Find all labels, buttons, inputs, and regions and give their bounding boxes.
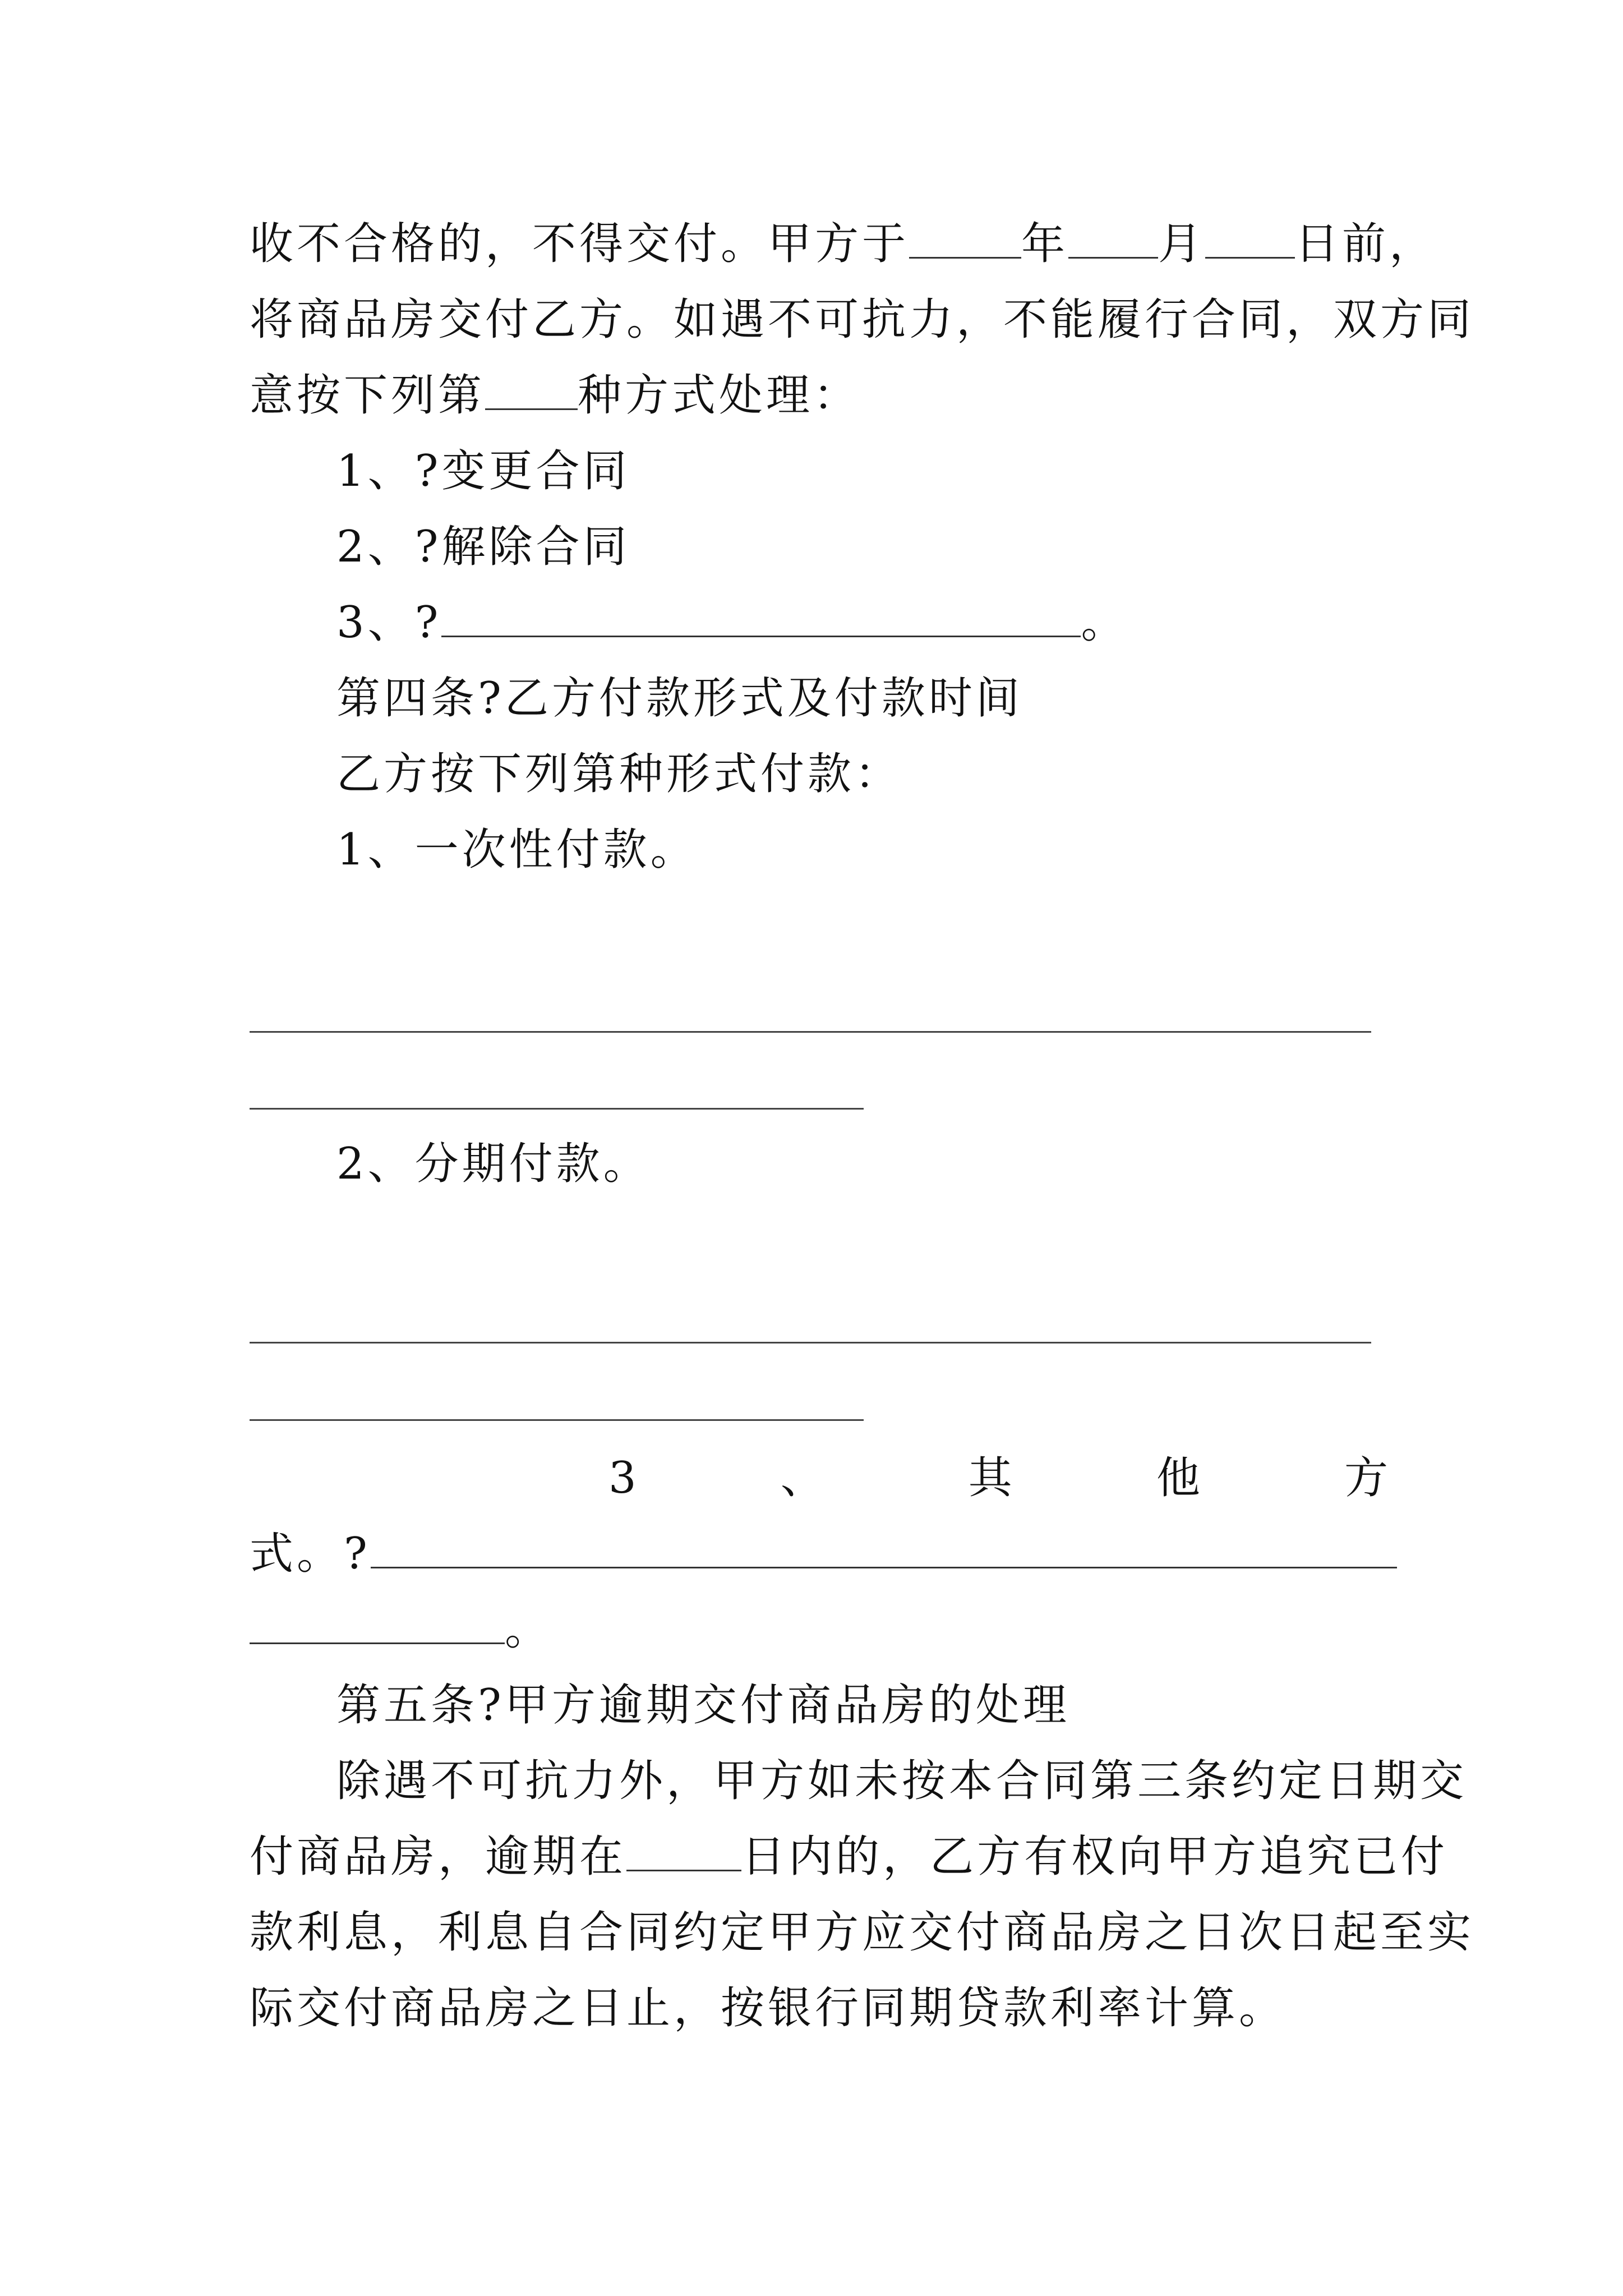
other-method-blank bbox=[371, 1526, 1397, 1568]
option-text: 3、? bbox=[336, 597, 442, 648]
text-segment: 月 bbox=[1158, 219, 1206, 269]
paragraph-line bbox=[250, 1602, 1388, 1658]
option-text: 1、?变更合同 bbox=[336, 446, 630, 496]
section-heading bbox=[336, 1677, 1475, 1733]
paragraph-line bbox=[250, 292, 1475, 348]
text-segment: 年 bbox=[1021, 219, 1069, 269]
list-item bbox=[336, 519, 1475, 575]
list-item bbox=[336, 822, 1475, 878]
heading-text: 第五条?甲方逾期交付商品房的处理 bbox=[336, 1680, 1070, 1731]
other-option-blank bbox=[441, 595, 1081, 637]
text-segment: 他 bbox=[1156, 1453, 1200, 1503]
text-segment: 其 bbox=[968, 1453, 1012, 1503]
text-segment: 种方式处理： bbox=[578, 370, 861, 421]
option-number-blank bbox=[485, 368, 578, 410]
fill-in-line bbox=[250, 1031, 1371, 1033]
paragraph-line bbox=[336, 1753, 1475, 1809]
justified-line bbox=[608, 1450, 1388, 1506]
text-segment: 款利息，利息自合同约定甲方应交付商品房之日次日起至实 bbox=[250, 1907, 1475, 1958]
fill-in-line bbox=[250, 1419, 864, 1421]
text-segment: 式。? bbox=[250, 1529, 371, 1579]
text-segment: 日内的，乙方有权向甲方追究已付 bbox=[741, 1832, 1449, 1882]
text-segment: 际交付商品房之日止，按银行同期贷款利率计算。 bbox=[250, 1983, 1287, 2033]
paragraph-line bbox=[250, 367, 1388, 424]
option-text: 1、一次性付款。 bbox=[336, 825, 698, 875]
text-segment: 乙方按下列第种形式付款： bbox=[336, 749, 902, 799]
paragraph-line bbox=[250, 1980, 1388, 2036]
paragraph-line bbox=[250, 216, 1437, 272]
text-segment: 付商品房，逾期在 bbox=[250, 1832, 627, 1882]
text-segment: 除遇不可抗力外，甲方如未按本合同第三条约定日期交 bbox=[336, 1756, 1468, 1806]
option-text: 2、分期付款。 bbox=[336, 1139, 651, 1189]
text-segment: 。 bbox=[505, 1604, 552, 1655]
text-segment: 3 bbox=[608, 1453, 637, 1503]
other-method-blank bbox=[250, 1602, 505, 1644]
paragraph-line bbox=[250, 1904, 1475, 1961]
list-item bbox=[336, 443, 1475, 499]
option-text: 2、?解除合同 bbox=[336, 522, 630, 572]
heading-text: 第四条?乙方付款形式及付款时间 bbox=[336, 673, 1023, 724]
paragraph-line bbox=[336, 746, 1475, 802]
list-item bbox=[336, 595, 1475, 651]
text-segment: 将商品房交付乙方。如遇不可抗力，不能履行合同，双方同 bbox=[250, 295, 1475, 345]
fill-in-line bbox=[250, 1342, 1371, 1343]
text-segment: 方 bbox=[1344, 1453, 1388, 1503]
month-blank bbox=[1068, 217, 1158, 259]
paragraph-line bbox=[250, 1526, 1388, 1582]
days-blank bbox=[626, 1829, 741, 1871]
text-segment: 、 bbox=[780, 1453, 824, 1503]
text-segment: 收不合格的，不得交付。甲方于 bbox=[250, 219, 910, 269]
paragraph-line bbox=[250, 1829, 1449, 1885]
day-blank bbox=[1205, 217, 1295, 259]
text-segment: 意按下列第 bbox=[250, 370, 486, 421]
list-item bbox=[336, 1136, 1475, 1192]
fill-in-line bbox=[250, 1108, 864, 1110]
text-segment: 日前， bbox=[1295, 219, 1437, 269]
year-blank bbox=[909, 217, 1021, 259]
text-segment: 。 bbox=[1081, 597, 1128, 648]
section-heading bbox=[336, 670, 1475, 726]
